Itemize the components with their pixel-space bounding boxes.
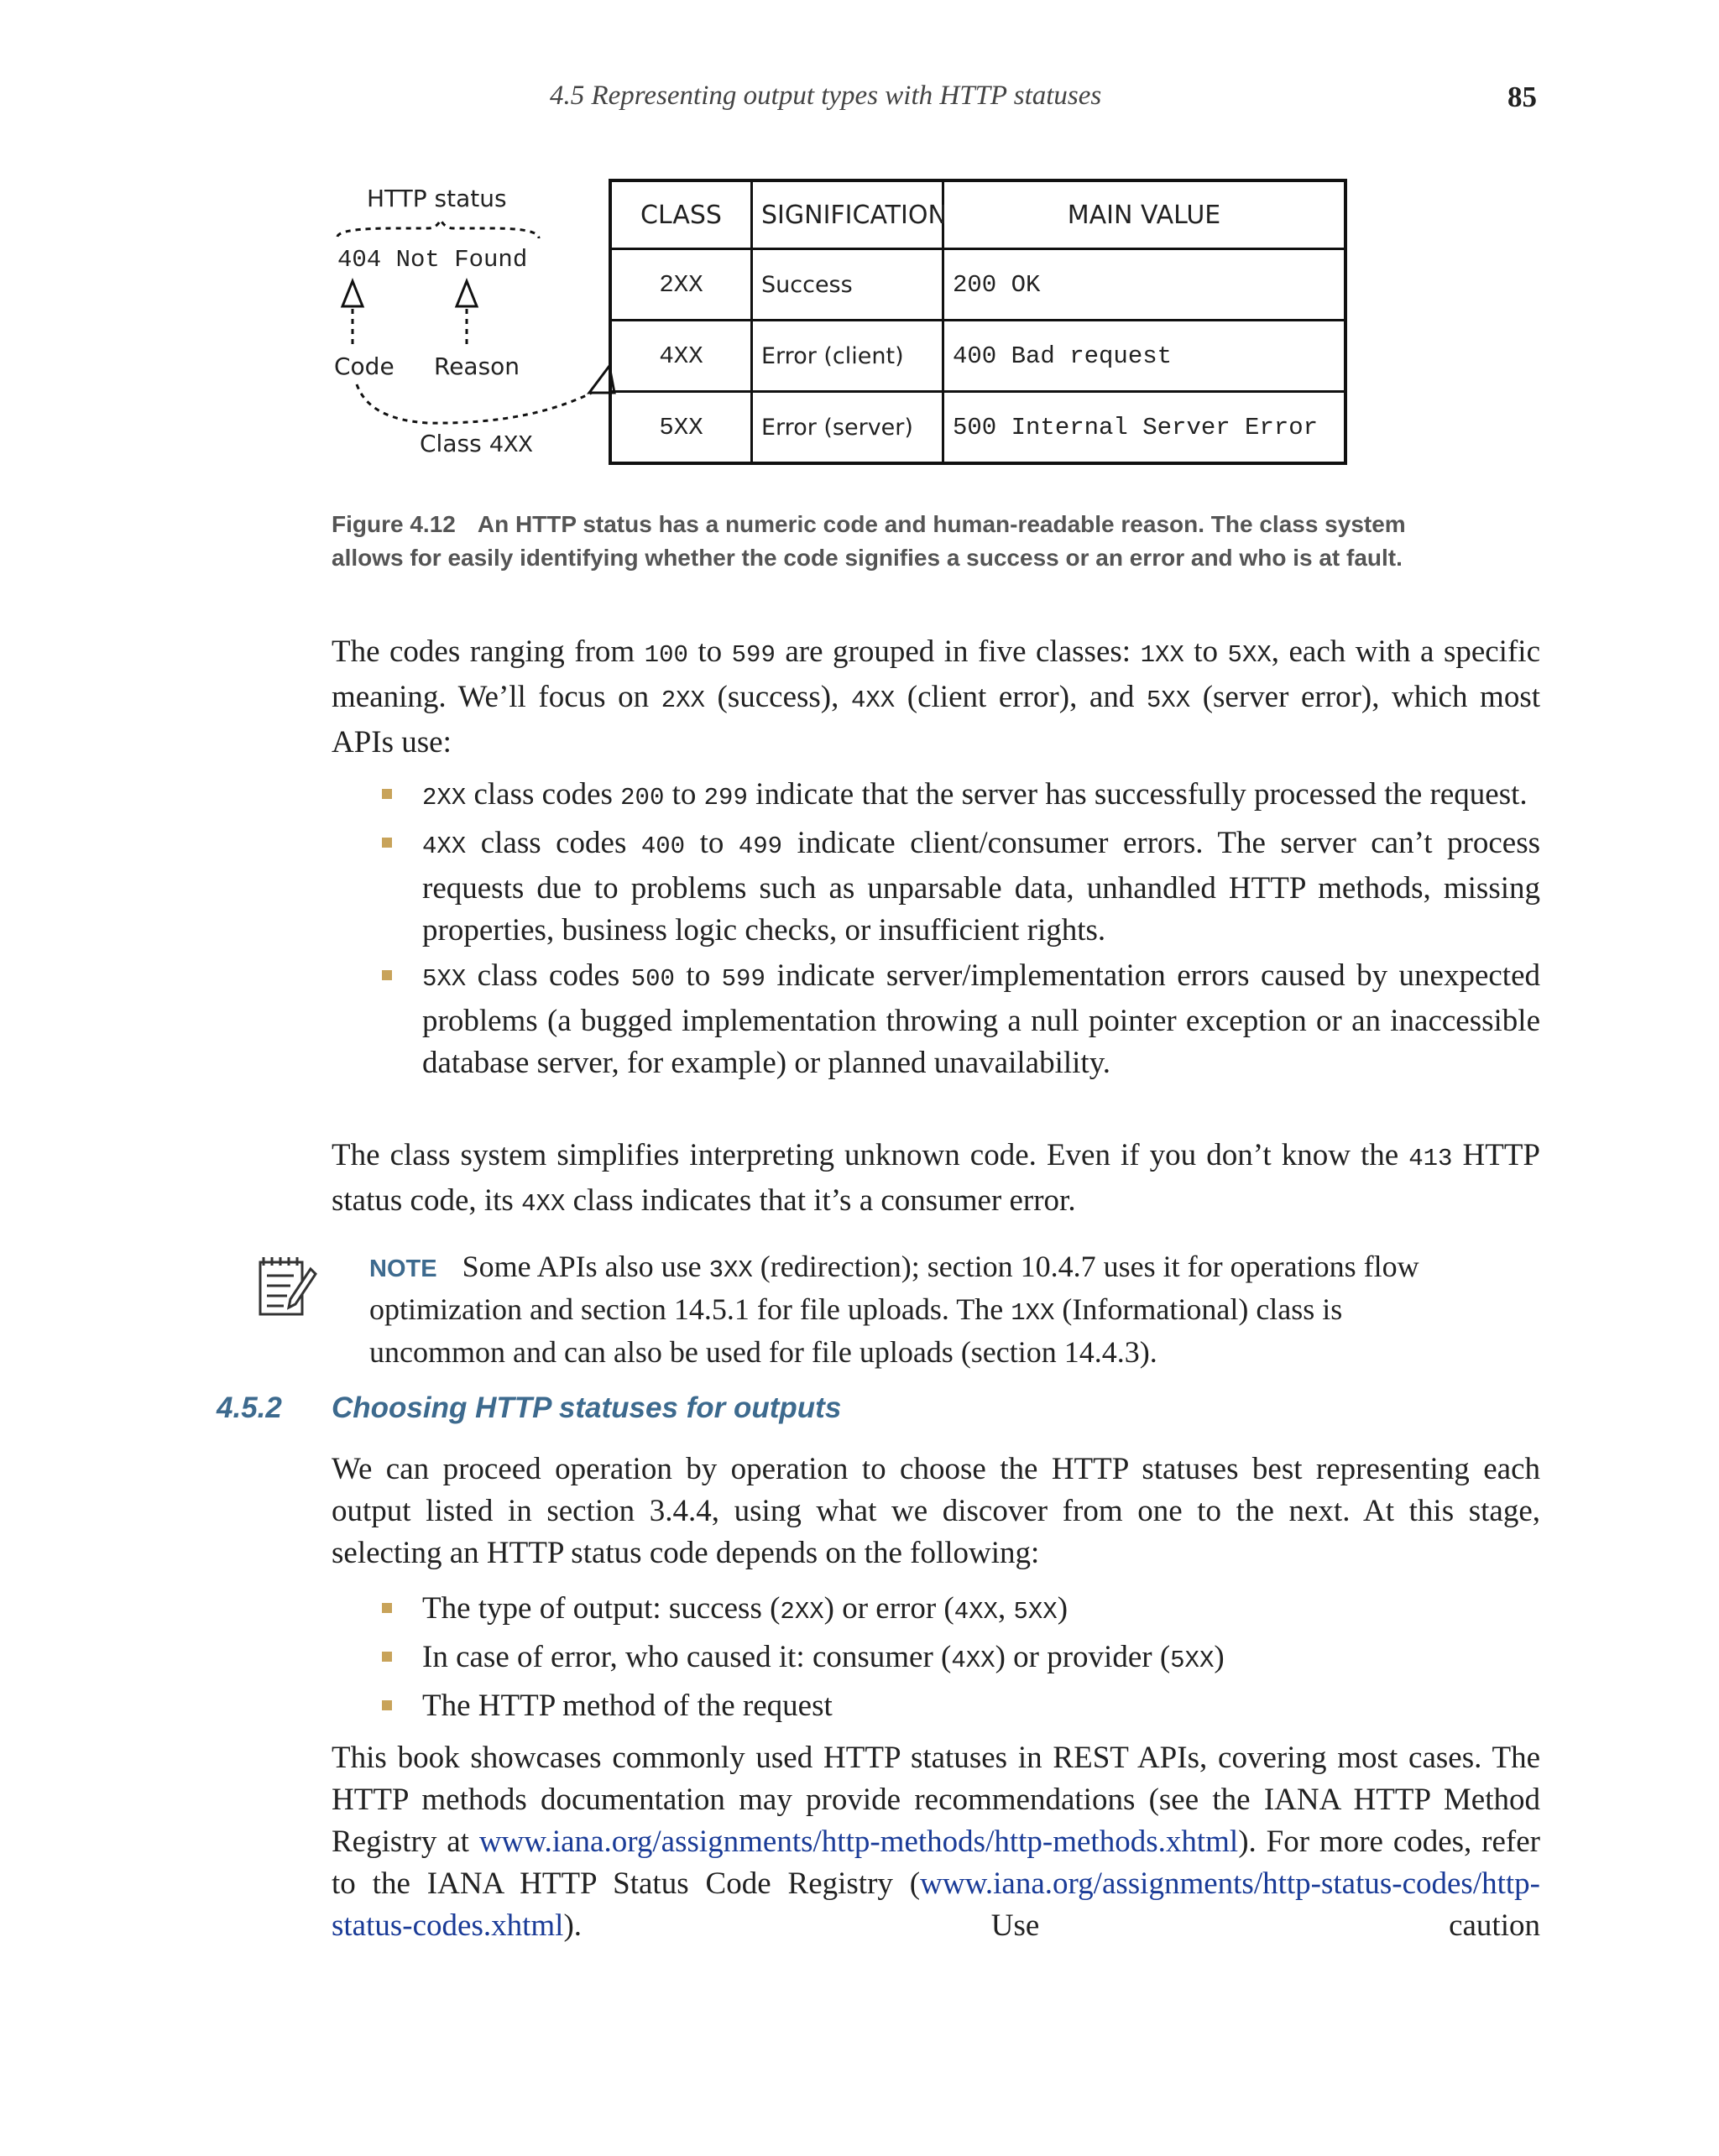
text: (redirection); section 10.4.7 uses it for operations flow optimization and section 14.5.1 for file uploads. The: [369, 1250, 1419, 1326]
running-head-title: 4.5 Representing output types with HTTP statuses: [550, 81, 1102, 111]
table-row: [610, 392, 1345, 464]
code: 5XX: [1013, 1598, 1058, 1626]
text: indicate client/consumer errors. The server can’t process requests due to problems such as unparsable data, unhandled HTTP methods, missing properties, business logic checks, or insufficient rights.: [422, 826, 1540, 947]
text: ,: [997, 1591, 1014, 1626]
code: 1XX: [1140, 641, 1184, 669]
bullet-marker: [382, 970, 392, 980]
list-item: [382, 1685, 1540, 1727]
class-bullet-list: [382, 774, 1540, 1084]
class-label-prefix: Class: [420, 430, 489, 457]
text: Some APIs also use: [462, 1250, 709, 1283]
figure-http-status: [319, 168, 1360, 478]
row-main-value: 400 Bad request: [943, 321, 1346, 392]
text: to: [1183, 634, 1228, 669]
text: ) or provider (: [995, 1640, 1171, 1674]
bullet-marker: [382, 1603, 392, 1613]
text: The codes ranging from: [332, 634, 645, 669]
class-label: [420, 430, 533, 459]
text: ) or error (: [823, 1591, 954, 1626]
row-class: 5XX: [610, 392, 752, 464]
class-system-paragraph: [332, 1135, 1540, 1225]
code-arrowhead: [342, 281, 363, 306]
code: 5XX: [1146, 686, 1191, 714]
text: ): [1214, 1640, 1225, 1674]
note-label: NOTE: [369, 1255, 437, 1282]
text: This book showcases commonly used HTTP statuses in REST APIs, covering most cases. The HTTP methods documentation may provide recommendations (see the IANA HTTP Method Registry at: [332, 1741, 1540, 1859]
text: ). For more codes, refer to the IANA HTTP Status Code Registry (: [332, 1825, 1540, 1901]
text: (server error), which most APIs use:: [332, 680, 1540, 760]
code: 4XX: [422, 833, 467, 860]
code: 100: [644, 641, 688, 669]
code: 413: [1408, 1145, 1453, 1172]
bullet-marker: [382, 1700, 392, 1710]
class-label-code: 4XX: [489, 431, 533, 459]
text: ). Use caution: [563, 1908, 1540, 1943]
status-class-table: [609, 179, 1347, 465]
table-header-row: [610, 180, 1345, 249]
section-heading: [0, 1391, 1719, 1433]
caption-line-2: allows for easily identifying whether the code signifies a success or an error and who is at fault.: [332, 545, 1403, 571]
code: 299: [703, 784, 748, 812]
row-signification: Success: [752, 249, 943, 321]
code: 5XX: [1227, 641, 1272, 669]
http-status-label: HTTP status: [367, 185, 507, 212]
text: ): [1057, 1591, 1068, 1626]
code: 599: [731, 641, 776, 669]
caption-line-1: An HTTP status has a numeric code and human-readable reason. The class system: [477, 511, 1406, 537]
reason-arrowhead: [457, 281, 477, 306]
row-class: 4XX: [610, 321, 752, 392]
code: 599: [721, 965, 765, 993]
intro-paragraph: [332, 631, 1540, 764]
text: class codes: [466, 777, 621, 812]
code: 1XX: [1011, 1299, 1055, 1327]
row-main-value: 500 Internal Server Error: [943, 392, 1346, 464]
criteria-bullet-list: [382, 1588, 1540, 1727]
row-main-value: 200 OK: [943, 249, 1346, 321]
code: 3XX: [708, 1256, 753, 1284]
running-head: [0, 81, 1719, 123]
iana-status-codes-link[interactable]: www.iana.org/assignments/http-status-codes/http-status-codes.xhtml: [332, 1866, 1540, 1943]
text: (client error), and: [895, 680, 1147, 714]
code: 2XX: [422, 784, 467, 812]
figure-number: Figure 4.12: [332, 511, 456, 537]
code: 400: [640, 833, 686, 860]
code: 5XX: [422, 965, 467, 993]
table-row: [610, 249, 1345, 321]
page-number: 85: [1507, 81, 1537, 113]
text: (success),: [704, 680, 851, 714]
table-row: [610, 321, 1345, 392]
note-icon: [252, 1254, 319, 1321]
row-signification: Error (server): [752, 392, 943, 464]
header-main-value: MAIN VALUE: [943, 180, 1346, 249]
row-class: 2XX: [610, 249, 752, 321]
code: 4XX: [521, 1190, 566, 1218]
bullet-marker: [382, 838, 392, 848]
status-brace: [337, 220, 539, 238]
section-title: Choosing HTTP statuses for outputs: [332, 1391, 842, 1424]
text: to: [674, 958, 722, 993]
list-item: [382, 1637, 1540, 1682]
iana-http-methods-link[interactable]: www.iana.org/assignments/http-methods/http-methods.xhtml: [478, 1825, 1239, 1859]
list-item: [382, 822, 1540, 952]
text: class codes: [466, 958, 631, 993]
note: [369, 1247, 1477, 1371]
header-signification: SIGNIFICATION: [752, 180, 943, 249]
code: 4XX: [951, 1647, 995, 1674]
row-signification: Error (client): [752, 321, 943, 392]
class-curve: [357, 384, 604, 423]
section-number: 4.5.2: [217, 1391, 282, 1424]
text: The type of output: success (: [422, 1591, 781, 1626]
list-item: [382, 955, 1540, 1084]
text: (Informational) class is uncommon and can also be used for file uploads (section 14.4.3).: [369, 1292, 1343, 1369]
code: 4XX: [954, 1598, 998, 1626]
text: The class system simplifies interpreting unknown code. Even if you don’t know the: [332, 1138, 1409, 1172]
bullet-marker: [382, 1652, 392, 1662]
code: 499: [738, 833, 783, 860]
figure-caption: [332, 508, 1540, 575]
text: indicate that the server has successfully processed the request.: [747, 777, 1528, 812]
list-item: [382, 774, 1540, 819]
text: class indicates that it’s a consumer error.: [565, 1183, 1076, 1218]
choose-intro-paragraph: We can proceed operation by operation to choose the HTTP statuses best representing each output listed in section 3.4.4, using what we discover from one to the next. At this stage, selecting an HTTP status code depends on the following:: [332, 1452, 1540, 1570]
bullet-marker: [382, 789, 392, 799]
code-label: Code: [334, 352, 394, 380]
text: to: [687, 634, 732, 669]
text: class codes: [466, 826, 641, 860]
code: 200: [620, 784, 665, 812]
reason-label: Reason: [434, 352, 520, 380]
code: 4XX: [850, 686, 896, 714]
text: to: [685, 826, 739, 860]
code: 2XX: [661, 686, 705, 714]
code: 2XX: [780, 1598, 824, 1626]
text: to: [664, 777, 704, 812]
header-class: CLASS: [610, 180, 752, 249]
code: 500: [630, 965, 675, 993]
code: 5XX: [1170, 1647, 1215, 1674]
text: The HTTP method of the request: [422, 1689, 833, 1723]
showcase-paragraph: [332, 1737, 1540, 1947]
list-item: [382, 1588, 1540, 1633]
text: are grouped in five classes:: [775, 634, 1141, 669]
text: indicate server/implementation errors caused by unexpected problems (a bugged implementation throwing a null pointer exception or an inaccessible database server, for example) or planned unavailability.: [422, 958, 1541, 1080]
status-example: 404 Not Found: [337, 246, 528, 274]
text: , each with a specific meaning. We’ll focus on: [332, 634, 1540, 714]
text: HTTP status code, its: [332, 1138, 1541, 1218]
text: In case of error, who caused it: consumer (: [422, 1640, 952, 1674]
